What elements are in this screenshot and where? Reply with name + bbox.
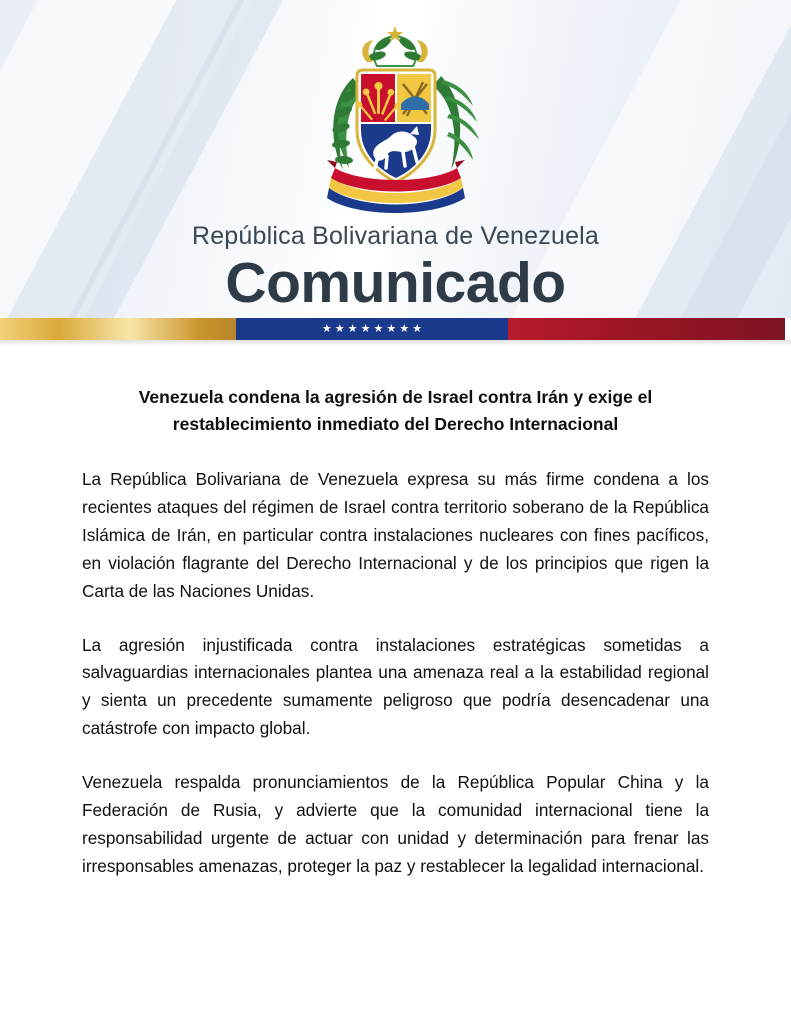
flag-bar-blue-segment (236, 318, 508, 340)
document-kind-title: Comunicado (225, 251, 566, 315)
flag-color-bar (0, 318, 791, 340)
venezuela-coat-of-arms-icon (291, 18, 501, 218)
document-body (0, 346, 791, 880)
flag-bar-end-cap (785, 318, 791, 340)
flag-bar-stars: ★ ★ ★ ★ ★ ★ ★ ★ (321, 322, 423, 335)
flag-bar-red-segment (508, 318, 791, 340)
document-header (0, 0, 791, 318)
page-title: Venezuela condena la agresión de Israel contra Irán y exige el restablecimiento inmediato del Derecho Internacional (138, 387, 653, 435)
paragraph-list (82, 466, 709, 880)
paragraph: La República Bolivariana de Venezuela expresa su más firme condena a los recientes ataques del régimen de Israel contra territorio soberano de la República Islámica de Irán, en particular contra instalaciones nucleares con fines pacíficos, en violación flagrante del Derecho Internacional y de los principios que rigen la Carta de las Naciones Unidas. (82, 469, 709, 601)
flag-bar-gold-segment (0, 318, 236, 340)
paragraph: La agresión injustificada contra instalaciones estratégicas sometidas a salvaguardias internacionales plantea una amenaza real a la estabilidad regional y sienta un precedente sumamente peligroso que podría desencadenar una catástrofe con impacto global. (82, 634, 709, 739)
paragraph: Venezuela respalda pronunciamientos de la República Popular China y la Federación de Rusia, y advierte que la comunidad internacional tiene la responsabilidad urgente de actuar con unidad y determinación para frenar las irresponsables amenazas, proteger la paz y restablecer la legalidad internacional. (82, 771, 709, 876)
country-name: República Bolivariana de Venezuela (191, 222, 600, 250)
